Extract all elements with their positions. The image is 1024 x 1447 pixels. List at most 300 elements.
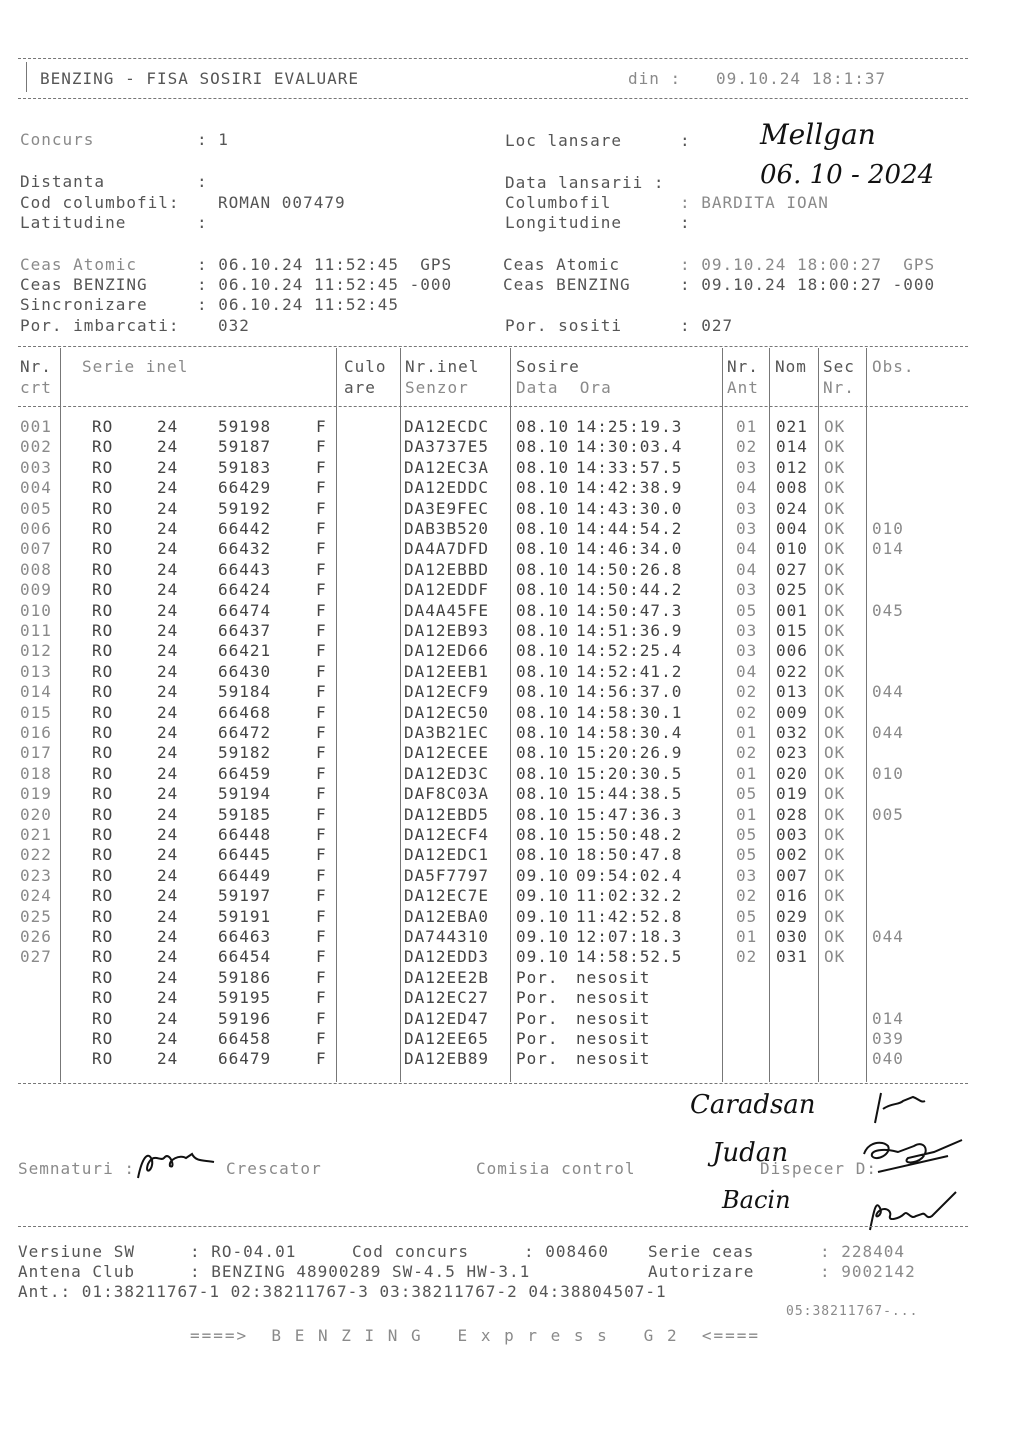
row-sex: F	[316, 763, 327, 783]
row-year: 24	[157, 723, 179, 742]
crescator-label: Crescator	[226, 1159, 322, 1178]
row-nom: 032	[776, 723, 808, 742]
row-antenna: 03	[736, 865, 758, 885]
row-country: RO	[92, 621, 114, 640]
cod-columbofil-value: ROMAN 007479	[218, 193, 346, 212]
row-security: OK	[824, 519, 846, 538]
row-nr: 020	[20, 804, 52, 824]
row-time: 18:50:47.8	[576, 845, 683, 865]
row-country: RO	[92, 600, 114, 620]
porumbei-sositi-label: Por. sositi	[505, 316, 622, 335]
row-obs: 014	[872, 1008, 904, 1028]
row-ring-number: 66432	[218, 539, 272, 559]
row-obs: 039	[872, 1029, 904, 1048]
row-sensor: DA12ECF4	[404, 825, 490, 844]
row-sensor: DA12ED66	[404, 641, 490, 661]
row-date: 09.10	[516, 927, 570, 946]
row-date: 08.10	[516, 457, 570, 477]
header-ant: Ant	[727, 378, 759, 397]
row-nom: 021	[776, 417, 808, 436]
row-ring-number: 66445	[218, 845, 272, 865]
header-nom: Nom	[775, 357, 807, 376]
row-nr: 027	[20, 947, 52, 967]
row-nom: 016	[776, 886, 808, 906]
row-date: 08.10	[516, 723, 570, 742]
footer-rule	[18, 1226, 968, 1227]
row-sex: F	[316, 947, 327, 967]
row-year: 24	[157, 947, 179, 967]
row-time: 14:33:57.5	[576, 457, 683, 477]
row-time: 11:02:32.2	[576, 886, 683, 906]
row-sensor: DA5F7797	[404, 865, 490, 885]
header-culoare-a: Culo	[344, 357, 387, 376]
row-date: 08.10	[516, 498, 570, 518]
header-nr: Nr.	[20, 357, 52, 376]
row-year: 24	[157, 519, 179, 538]
sincronizare-label: Sincronizare	[20, 295, 148, 314]
row-country: RO	[92, 437, 114, 457]
row-sex: F	[316, 1029, 327, 1048]
row-year: 24	[157, 498, 179, 518]
row-nom: 004	[776, 519, 808, 538]
row-sex: F	[316, 559, 327, 579]
row-security: OK	[824, 947, 846, 967]
row-country: RO	[92, 743, 114, 763]
row-nom: 013	[776, 682, 808, 702]
row-nr: 012	[20, 641, 52, 661]
row-nom: 025	[776, 580, 808, 600]
row-security: OK	[824, 457, 846, 477]
row-year: 24	[157, 906, 179, 926]
row-year: 24	[157, 988, 179, 1008]
row-year: 24	[157, 1029, 179, 1048]
columbofil-label: Columbofil	[505, 193, 612, 212]
row-time: 14:50:26.8	[576, 559, 683, 579]
row-country: RO	[92, 927, 114, 946]
row-date: 08.10	[516, 763, 570, 783]
row-sensor: DA12EC7E	[404, 886, 490, 906]
row-obs: 044	[872, 927, 904, 946]
row-sex: F	[316, 906, 327, 926]
row-nom: 027	[776, 559, 808, 579]
row-country: RO	[92, 1029, 114, 1048]
row-sensor: DA12EE2B	[404, 967, 490, 987]
row-sex: F	[316, 743, 327, 763]
longitudine-colon: :	[680, 213, 691, 232]
row-year: 24	[157, 825, 179, 844]
row-security: OK	[824, 845, 846, 865]
row-security: OK	[824, 763, 846, 783]
row-ring-number: 66449	[218, 865, 272, 885]
row-year: 24	[157, 927, 179, 946]
row-year: 24	[157, 457, 179, 477]
row-nom: 019	[776, 784, 808, 804]
row-ring-number: 66472	[218, 723, 272, 742]
loc-lansare-colon: :	[680, 131, 691, 150]
row-time: 14:52:25.4	[576, 641, 683, 661]
row-time: 14:30:03.4	[576, 437, 683, 457]
row-date: 08.10	[516, 621, 570, 640]
row-sensor: DA3737E5	[404, 437, 490, 457]
row-security: OK	[824, 621, 846, 640]
row-ring-number: 66463	[218, 927, 272, 946]
row-nr: 003	[20, 457, 52, 477]
autorizare-label: Autorizare	[648, 1262, 755, 1281]
header-nr-inel: Nr.inel	[405, 357, 480, 376]
row-date: 08.10	[516, 539, 570, 559]
row-sex: F	[316, 457, 327, 477]
header-senzor: Senzor	[405, 378, 469, 397]
row-date: 08.10	[516, 825, 570, 844]
commission-signature-2: Judan	[712, 1138, 789, 1168]
row-date: 08.10	[516, 784, 570, 804]
row-sex: F	[316, 661, 327, 681]
row-antenna: 05	[736, 906, 758, 926]
row-country: RO	[92, 702, 114, 722]
row-time: 14:56:37.0	[576, 682, 683, 702]
row-sex: F	[316, 865, 327, 885]
row-nom: 015	[776, 621, 808, 640]
semnaturi-label: Semnaturi :	[18, 1159, 135, 1178]
row-ring-number: 66459	[218, 763, 272, 783]
row-sex: F	[316, 845, 327, 865]
commission-initial-2-icon	[858, 1132, 968, 1180]
row-country: RO	[92, 580, 114, 600]
row-antenna: 05	[736, 825, 758, 844]
row-sensor: DA12EBA0	[404, 906, 490, 926]
antena-club-label: Antena Club	[18, 1262, 135, 1281]
row-country: RO	[92, 906, 114, 926]
row-nom: 029	[776, 906, 808, 926]
row-sex: F	[316, 1049, 327, 1069]
row-sensor: DA4A7DFD	[404, 539, 490, 559]
row-time: 11:42:52.8	[576, 906, 683, 926]
row-time: nesosit	[576, 967, 651, 987]
row-time: 15:50:48.2	[576, 825, 683, 844]
row-country: RO	[92, 988, 114, 1008]
row-time: 15:47:36.3	[576, 804, 683, 824]
row-security: OK	[824, 702, 846, 722]
row-ring-number: 59195	[218, 988, 272, 1008]
row-sex: F	[316, 498, 327, 518]
dispecer-label: Dispecer D:	[760, 1159, 877, 1178]
loc-lansare-handwritten: Mellgan	[760, 118, 876, 151]
row-ring-number: 66437	[218, 621, 272, 640]
porumbei-sositi-value: : 027	[680, 316, 734, 335]
row-country: RO	[92, 1008, 114, 1028]
antenna-list-continued: 05:38211767-...	[786, 1304, 919, 1319]
row-ring-number: 59184	[218, 682, 272, 702]
row-year: 24	[157, 661, 179, 681]
row-ring-number: 66474	[218, 600, 272, 620]
row-nom: 009	[776, 702, 808, 722]
latitudine-colon: :	[197, 213, 208, 232]
row-country: RO	[92, 967, 114, 987]
row-date: 08.10	[516, 417, 570, 436]
ceas-benzing-value: : 06.10.24 11:52:45 -000	[197, 275, 453, 294]
row-antenna: 02	[736, 743, 758, 763]
row-date: 09.10	[516, 906, 570, 926]
row-security: OK	[824, 865, 846, 885]
row-year: 24	[157, 886, 179, 906]
ceas-atomic-arrival-value: : 09.10.24 18:00:27 GPS	[680, 255, 936, 274]
row-nr: 010	[20, 600, 52, 620]
row-nom: 020	[776, 763, 808, 783]
row-antenna: 01	[736, 763, 758, 783]
row-nr: 023	[20, 865, 52, 885]
row-year: 24	[157, 621, 179, 640]
row-sensor: DA12EDC1	[404, 845, 490, 865]
row-sensor: DAB3B520	[404, 519, 490, 538]
row-nr: 026	[20, 927, 52, 946]
row-nom: 008	[776, 478, 808, 498]
row-ring-number: 59194	[218, 784, 272, 804]
row-security: OK	[824, 417, 846, 436]
row-antenna: 05	[736, 845, 758, 865]
row-date: Por.	[516, 1029, 559, 1048]
concurs-label: Concurs	[20, 130, 95, 149]
row-nr: 002	[20, 437, 52, 457]
row-sex: F	[316, 437, 327, 457]
sincronizare-value: : 06.10.24 11:52:45	[197, 295, 400, 314]
row-sensor: DA12ED3C	[404, 763, 490, 783]
row-security: OK	[824, 804, 846, 824]
row-antenna: 03	[736, 519, 758, 538]
row-sex: F	[316, 417, 327, 436]
row-country: RO	[92, 825, 114, 844]
row-ring-number: 59182	[218, 743, 272, 763]
row-country: RO	[92, 804, 114, 824]
row-sensor: DA12EDD3	[404, 947, 490, 967]
row-sensor: DA12EC50	[404, 702, 490, 722]
row-nom: 024	[776, 498, 808, 518]
row-nom: 003	[776, 825, 808, 844]
row-sex: F	[316, 804, 327, 824]
row-sex: F	[316, 723, 327, 742]
row-security: OK	[824, 906, 846, 926]
row-year: 24	[157, 1049, 179, 1069]
row-obs: 044	[872, 723, 904, 742]
row-sex: F	[316, 641, 327, 661]
row-date: 09.10	[516, 947, 570, 967]
row-time: 12:07:18.3	[576, 927, 683, 946]
row-year: 24	[157, 641, 179, 661]
commission-initial-1-icon	[855, 1085, 945, 1130]
row-date: 08.10	[516, 804, 570, 824]
row-date: 08.10	[516, 641, 570, 661]
row-sex: F	[316, 702, 327, 722]
commission-signature-1: Caradsan	[690, 1090, 816, 1120]
row-nr: 008	[20, 559, 52, 579]
row-sex: F	[316, 621, 327, 640]
row-year: 24	[157, 967, 179, 987]
row-sensor: DA12EC27	[404, 988, 490, 1008]
row-country: RO	[92, 539, 114, 559]
row-nr: 005	[20, 498, 52, 518]
row-date: Por.	[516, 988, 559, 1008]
row-time: 14:25:19.3	[576, 417, 683, 436]
row-time: nesosit	[576, 988, 651, 1008]
row-country: RO	[92, 641, 114, 661]
row-antenna: 04	[736, 478, 758, 498]
row-country: RO	[92, 886, 114, 906]
row-security: OK	[824, 641, 846, 661]
porumbei-imbarcati-label: Por. imbarcati:	[20, 316, 180, 335]
cod-columbofil-label: Cod columbofil:	[20, 193, 180, 212]
row-time: 15:44:38.5	[576, 784, 683, 804]
row-time: 14:44:54.2	[576, 519, 683, 538]
row-obs: 005	[872, 804, 904, 824]
row-sex: F	[316, 478, 327, 498]
breeder-signature-icon	[130, 1140, 220, 1190]
row-country: RO	[92, 845, 114, 865]
distanta-label: Distanta	[20, 172, 106, 191]
row-security: OK	[824, 559, 846, 579]
header-obs: Obs.	[872, 357, 915, 376]
row-sensor: DA12EBBD	[404, 559, 490, 579]
row-ring-number: 66454	[218, 947, 272, 967]
row-ring-number: 66448	[218, 825, 272, 844]
comisia-control-label: Comisia control	[476, 1159, 636, 1178]
row-sensor: DAF8C03A	[404, 784, 490, 804]
row-sensor: DA12EB89	[404, 1049, 490, 1069]
ceas-atomic-arrival-label: Ceas Atomic	[503, 255, 620, 274]
row-ring-number: 59196	[218, 1008, 272, 1028]
row-antenna: 04	[736, 539, 758, 559]
header-sec-nr: Nr.	[823, 378, 855, 397]
row-obs: 010	[872, 519, 904, 538]
row-year: 24	[157, 743, 179, 763]
from-value: 09.10.24 18:1:37	[716, 69, 887, 88]
ceas-benzing-arrival-label: Ceas BENZING	[503, 275, 631, 294]
loc-lansare-label: Loc lansare	[505, 131, 622, 150]
header-serie-inel: Serie inel	[82, 357, 189, 376]
longitudine-label: Longitudine	[505, 213, 622, 232]
row-security: OK	[824, 784, 846, 804]
serie-ceas-label: Serie ceas	[648, 1242, 755, 1261]
row-nr: 004	[20, 478, 52, 498]
row-ring-number: 59198	[218, 417, 272, 436]
latitudine-label: Latitudine	[20, 213, 127, 232]
row-time: nesosit	[576, 1049, 651, 1069]
row-time: 14:58:52.5	[576, 947, 683, 967]
row-security: OK	[824, 600, 846, 620]
row-antenna: 01	[736, 927, 758, 946]
versiune-sw-value: : RO-04.01	[190, 1242, 297, 1261]
row-country: RO	[92, 682, 114, 702]
row-time: 09:54:02.4	[576, 865, 683, 885]
row-sex: F	[316, 784, 327, 804]
concurs-value: : 1	[197, 130, 229, 149]
row-nr: 011	[20, 621, 52, 640]
row-date: Por.	[516, 1049, 559, 1069]
row-nom: 007	[776, 865, 808, 885]
row-nr: 016	[20, 723, 52, 742]
row-antenna: 02	[736, 886, 758, 906]
row-year: 24	[157, 417, 179, 436]
row-sensor: DA3B21EC	[404, 723, 490, 742]
row-obs: 010	[872, 763, 904, 783]
row-nom: 023	[776, 743, 808, 763]
row-year: 24	[157, 478, 179, 498]
row-ring-number: 59186	[218, 967, 272, 987]
row-antenna: 02	[736, 437, 758, 457]
row-antenna: 04	[736, 661, 758, 681]
row-country: RO	[92, 417, 114, 436]
row-time: 14:50:44.2	[576, 580, 683, 600]
row-country: RO	[92, 519, 114, 538]
row-sex: F	[316, 580, 327, 600]
row-nr: 019	[20, 784, 52, 804]
row-ring-number: 59183	[218, 457, 272, 477]
header-culoare-b: are	[344, 378, 376, 397]
cod-concurs-value: : 008460	[524, 1242, 610, 1261]
row-country: RO	[92, 661, 114, 681]
row-obs: 045	[872, 600, 904, 620]
data-lansarii-handwritten: 06. 10 - 2024	[760, 160, 935, 190]
row-date: 08.10	[516, 478, 570, 498]
row-security: OK	[824, 437, 846, 457]
header-crt: crt	[20, 378, 52, 397]
row-time: 14:58:30.4	[576, 723, 683, 742]
commission-initial-3-icon	[860, 1186, 970, 1238]
report-title: BENZING - FISA SOSIRI EVALUARE	[40, 69, 359, 88]
row-sensor: DA12ED47	[404, 1008, 490, 1028]
row-sensor: DA12ECEE	[404, 743, 490, 763]
row-sex: F	[316, 886, 327, 906]
row-date: 08.10	[516, 845, 570, 865]
row-time: 14:46:34.0	[576, 539, 683, 559]
row-year: 24	[157, 580, 179, 600]
ceas-atomic-label: Ceas Atomic	[20, 255, 137, 274]
row-sex: F	[316, 539, 327, 559]
row-sex: F	[316, 1008, 327, 1028]
row-security: OK	[824, 723, 846, 742]
row-sensor: DA12EC3A	[404, 457, 490, 477]
row-nom: 002	[776, 845, 808, 865]
row-ring-number: 66458	[218, 1029, 272, 1048]
row-time: nesosit	[576, 1029, 651, 1048]
row-country: RO	[92, 784, 114, 804]
row-nr: 014	[20, 682, 52, 702]
row-date: Por.	[516, 1008, 559, 1028]
row-sensor: DA12EB93	[404, 621, 490, 640]
row-nr: 007	[20, 539, 52, 559]
row-antenna: 01	[736, 417, 758, 436]
header-sec: Sec	[823, 357, 855, 376]
row-date: 08.10	[516, 661, 570, 681]
row-security: OK	[824, 682, 846, 702]
row-nom: 022	[776, 661, 808, 681]
row-nr: 024	[20, 886, 52, 906]
header-nr-ant: Nr.	[727, 357, 759, 376]
row-nr: 017	[20, 743, 52, 763]
row-country: RO	[92, 559, 114, 579]
data-lansarii-label: Data lansarii :	[505, 173, 665, 192]
row-sensor: DA12ECF9	[404, 682, 490, 702]
row-security: OK	[824, 478, 846, 498]
row-country: RO	[92, 763, 114, 783]
row-sex: F	[316, 600, 327, 620]
row-date: 08.10	[516, 743, 570, 763]
row-sensor: DA744310	[404, 927, 490, 946]
row-date: 08.10	[516, 682, 570, 702]
row-country: RO	[92, 498, 114, 518]
row-antenna: 04	[736, 559, 758, 579]
row-ring-number: 59197	[218, 886, 272, 906]
row-security: OK	[824, 743, 846, 763]
row-sex: F	[316, 825, 327, 844]
